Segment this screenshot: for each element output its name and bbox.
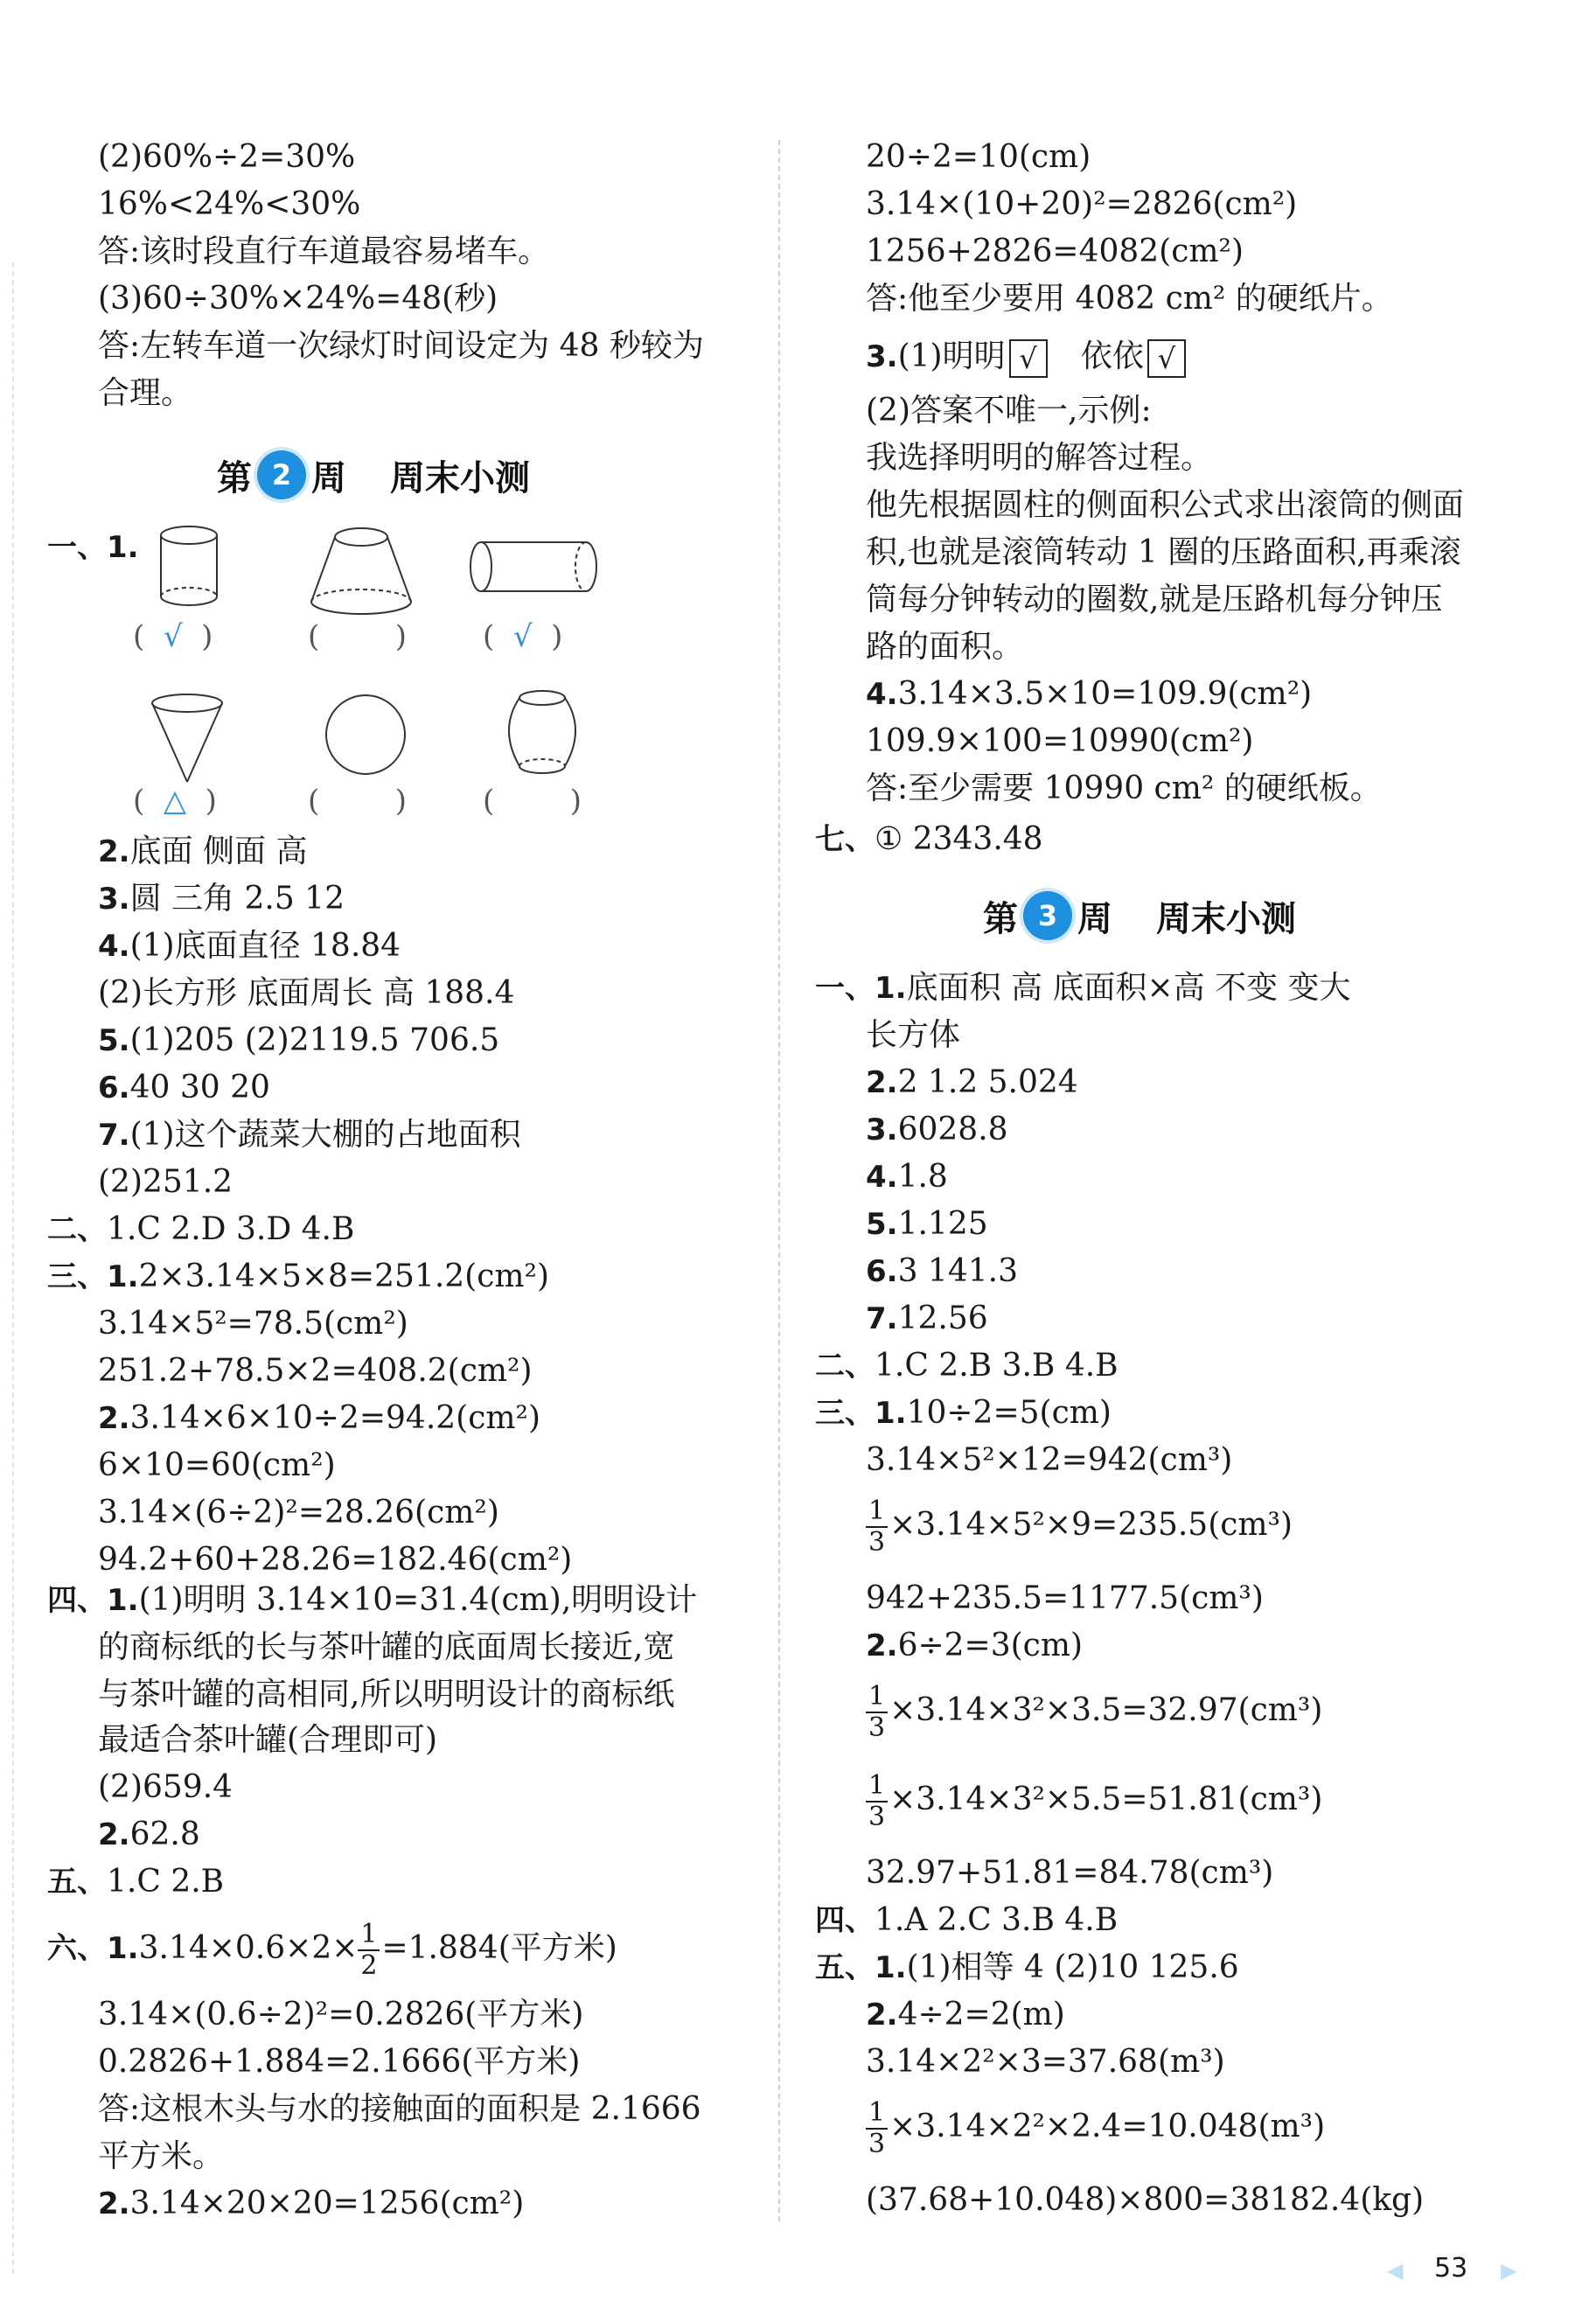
week-suffix: 周 xyxy=(311,457,346,499)
answer-line: 2.3.14×20×20=1256(cm²) xyxy=(98,2186,525,2221)
sphere-shape xyxy=(322,691,409,778)
answer-line: 2.底面 侧面 高 xyxy=(98,833,308,869)
fraction: $\frac{1}{2}$ xyxy=(358,1920,380,1981)
week-2-heading xyxy=(217,444,530,506)
answer-mark: ( ) xyxy=(308,784,408,819)
answer-line: 5.(1)205 (2)2119.5 706.5 xyxy=(98,1022,500,1058)
answer-line: 四、1.A 2.C 3.B 4.B xyxy=(815,1902,1119,1938)
answer-line: 答:至少需要 10990 cm² 的硬纸板。 xyxy=(866,771,1382,806)
answer-line: 4.3.14×3.5×10=109.9(cm²) xyxy=(866,676,1313,712)
answer-line: 他先根据圆柱的侧面积公式求出滚筒的侧面 xyxy=(866,487,1465,523)
week-suffix: 周 xyxy=(1077,898,1112,939)
answer-line: 答:该时段直行车道最容易堵车。 xyxy=(98,234,550,269)
answer-line: 3.14×5²=78.5(cm²) xyxy=(98,1306,408,1342)
answer-mark: ( √ ) xyxy=(483,619,563,654)
answer-line: 32.97+51.81=84.78(cm³) xyxy=(866,1855,1274,1891)
fraction: $\frac{1}{3}$ xyxy=(866,1771,888,1832)
fraction: $\frac{1}{3}$ xyxy=(866,1682,888,1743)
frustum-shape xyxy=(304,523,418,619)
page-margin-line xyxy=(12,262,14,2274)
answer-line: 1256+2826=4082(cm²) xyxy=(866,234,1244,269)
week-number-badge: 2 xyxy=(257,450,306,499)
answer-line: (2)60%÷2=30% xyxy=(98,139,356,175)
answer-line: (2)答案不唯一,示例: xyxy=(866,393,1152,429)
answer-mark: ( √ ) xyxy=(133,619,213,654)
answer-line: 2.3.14×6×10÷2=94.2(cm²) xyxy=(98,1400,540,1436)
answer-line: 2.4÷2=2(m) xyxy=(866,1997,1065,2033)
answer-line: 0.2826+1.884=2.1666(平方米) xyxy=(98,2044,581,2080)
answer-line: 筒每分钟转动的圈数,就是压路机每分钟压 xyxy=(866,582,1443,617)
answer-line: 七、① 2343.48 xyxy=(815,821,1043,857)
answer-line: 16%<24%<30% xyxy=(98,186,361,222)
week-title: 周末小测 xyxy=(390,457,530,499)
answer-line: $\frac{1}{3}$ ×3.14×5²×9=235.5(cm³) xyxy=(866,1490,1293,1560)
answer-line: 合理。 xyxy=(98,375,193,411)
answer-line: 三、1.2×3.14×5×8=251.2(cm²) xyxy=(47,1259,549,1294)
barrel-shape xyxy=(498,686,586,782)
answer-line: 答:这根木头与水的接触面的面积是 2.1666 xyxy=(98,2091,701,2127)
answer-line: 二、1.C 2.B 3.B 4.B xyxy=(815,1348,1119,1384)
answer-line: 五、1.C 2.B xyxy=(47,1864,225,1900)
column-divider xyxy=(778,140,780,2221)
cone-shape xyxy=(147,691,227,787)
answer-line: 4.(1)底面直径 18.84 xyxy=(98,928,401,964)
answer-line: (2)251.2 xyxy=(98,1164,233,1200)
cylinder-shape xyxy=(154,523,224,610)
answer-line: 6.3 141.3 xyxy=(866,1253,1018,1289)
answer-line: 3.14×5²×12=942(cm³) xyxy=(866,1442,1233,1478)
answer-line: 3.6028.8 xyxy=(866,1112,1008,1147)
answer-line: 长方体 xyxy=(866,1017,961,1053)
answer-line: 最适合茶叶罐(合理即可) xyxy=(98,1722,438,1758)
next-page-arrow-icon: ▶ xyxy=(1501,2258,1517,2283)
answer-mark: ( ) xyxy=(483,784,582,819)
answer-line: 五、1.(1)相等 4 (2)10 125.6 xyxy=(815,1949,1239,1985)
fraction: $\frac{1}{3}$ xyxy=(866,2098,888,2159)
answer-line: (3)60÷30%×24%=48(秒) xyxy=(98,281,498,317)
answer-line: 一、1.底面积 高 底面积×高 不变 变大 xyxy=(815,970,1351,1006)
check-box: √ xyxy=(1009,339,1048,378)
week-number-badge: 3 xyxy=(1023,891,1072,940)
answer-line: 路的面积。 xyxy=(866,629,1024,665)
answer-line: 2.6÷2=3(cm) xyxy=(866,1628,1084,1663)
answer-line: 积,也就是滚筒转动 1 圈的压路面积,再乘滚 xyxy=(866,534,1461,570)
answer-line: 2.2 1.2 5.024 xyxy=(866,1064,1078,1100)
answer-line: 我选择明明的解答过程。 xyxy=(866,440,1213,476)
answer-line: 6×10=60(cm²) xyxy=(98,1447,336,1483)
week-prefix: 第 xyxy=(983,898,1018,939)
week-3-heading xyxy=(983,885,1296,946)
answer-line: 7.12.56 xyxy=(866,1300,988,1336)
week-prefix: 第 xyxy=(217,457,252,499)
answer-line: 3.14×(10+20)²=2826(cm²) xyxy=(866,186,1298,222)
prev-page-arrow-icon: ◀ xyxy=(1387,2258,1404,2283)
answer-line: 3.14×(6÷2)²=28.26(cm²) xyxy=(98,1495,499,1531)
answer-line: $\frac{1}{3}$ ×3.14×3²×3.5=32.97(cm³) xyxy=(866,1676,1322,1746)
answer-line: 94.2+60+28.26=182.46(cm²) xyxy=(98,1542,573,1578)
answer-line: 二、1.C 2.D 3.D 4.B xyxy=(47,1211,355,1247)
answer-line: $\frac{1}{3}$ ×3.14×3²×5.5=51.81(cm³) xyxy=(866,1765,1322,1835)
answer-line: $\frac{1}{3}$ ×3.14×2²×2.4=10.048(m³) xyxy=(866,2092,1325,2162)
week-title: 周末小测 xyxy=(1156,898,1296,939)
answer-line: 2.62.8 xyxy=(98,1816,200,1852)
answer-line: 3.圆 三角 2.5 12 xyxy=(98,881,345,917)
horizontal-cylinder-shape xyxy=(463,533,603,603)
answer-mark: ( ) xyxy=(308,619,408,654)
answer-line: 平方米。 xyxy=(98,2138,225,2174)
answer-line: 3.14×2²×3=37.68(m³) xyxy=(866,2044,1225,2080)
answer-line: (37.68+10.048)×800=38182.4(kg) xyxy=(866,2182,1425,2218)
answer-line: 六、1.3.14×0.6×2× $\frac{1}{2}$ =1.884(平方米) xyxy=(47,1919,617,1981)
answer-line: 3.(1)明明 √ 依依 √ xyxy=(866,338,1189,378)
answer-line: (2)长方形 底面周长 高 188.4 xyxy=(98,975,515,1011)
answer-line: 4.1.8 xyxy=(866,1159,948,1195)
answer-line: 251.2+78.5×2=408.2(cm²) xyxy=(98,1353,533,1389)
answer-line: (2)659.4 xyxy=(98,1769,233,1805)
answer-line: 5.1.125 xyxy=(866,1206,988,1242)
answer-mark: ( △ ) xyxy=(133,784,217,819)
answer-line: 的商标纸的长与茶叶罐的底面周长接近,宽 xyxy=(98,1629,675,1665)
page-number: 53 xyxy=(1434,2253,1468,2284)
answer-line: 答:他至少要用 4082 cm² 的硬纸片。 xyxy=(866,281,1393,317)
answer-line: 三、1.10÷2=5(cm) xyxy=(815,1395,1112,1431)
answer-line: 109.9×100=10990(cm²) xyxy=(866,723,1254,759)
answer-line: 四、1.(1)明明 3.14×10=31.4(cm),明明设计 xyxy=(47,1582,698,1618)
answer-line: 6.40 30 20 xyxy=(98,1070,270,1105)
fraction: $\frac{1}{3}$ xyxy=(866,1496,888,1558)
answer-line: 答:左转车道一次绿灯时间设定为 48 秒较为 xyxy=(98,328,704,364)
check-box: √ xyxy=(1147,339,1186,378)
answer-line: 942+235.5=1177.5(cm³) xyxy=(866,1580,1264,1616)
answer-line: 与茶叶罐的高相同,所以明明设计的商标纸 xyxy=(98,1677,675,1712)
answer-line: 7.(1)这个蔬菜大棚的占地面积 xyxy=(98,1117,521,1153)
question-label: 一、1. xyxy=(47,530,139,565)
answer-line: 20÷2=10(cm) xyxy=(866,139,1091,175)
answer-line: 3.14×(0.6÷2)²=0.2826(平方米) xyxy=(98,1997,584,2033)
